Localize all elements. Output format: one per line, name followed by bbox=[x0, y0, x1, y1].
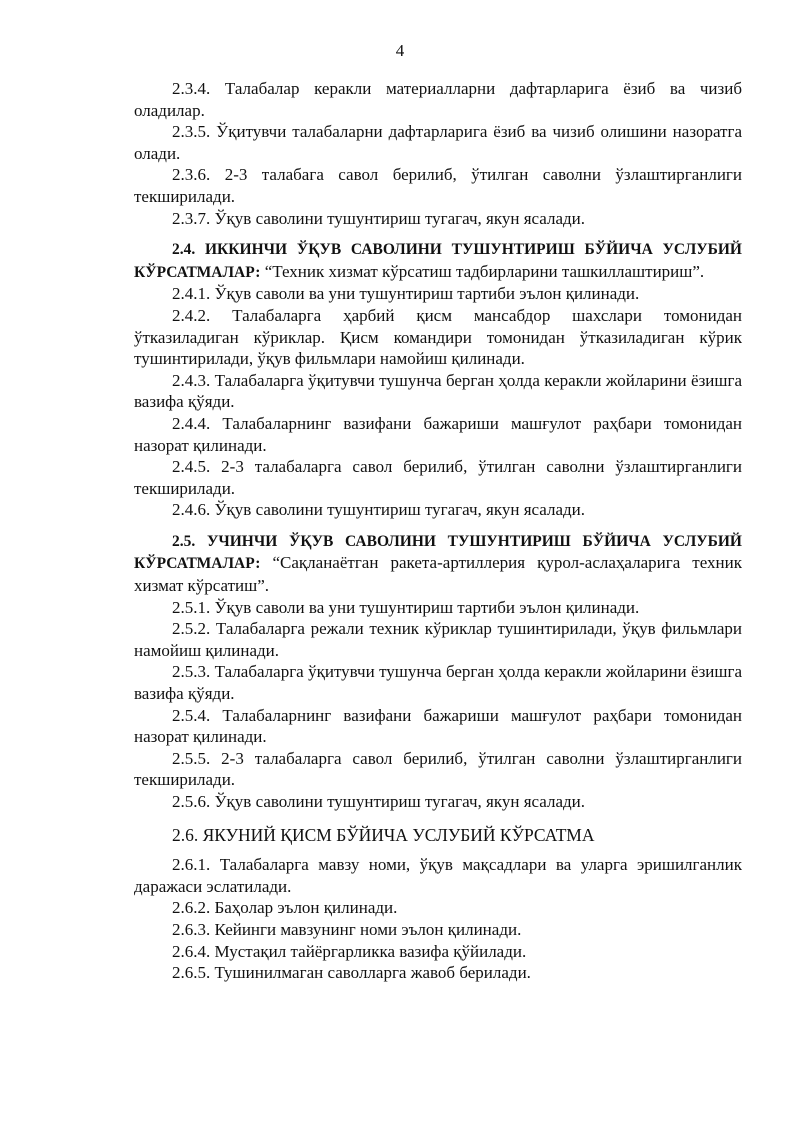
section-heading-2-5 bbox=[134, 530, 742, 597]
paragraph-2-3-5: 2.3.5. Ўқитувчи талабаларни дафтарларига ёзиб ва чизиб олишини назоратга олади. bbox=[134, 122, 742, 163]
section-heading-2-4 bbox=[134, 238, 742, 283]
section-heading-2-5-topic: “Сақланаётган ракета-артиллерия қурол-аслаҳаларига техник хизмат кўрсатиш”. bbox=[134, 553, 742, 596]
paragraph-2-4-4: 2.4.4. Талабаларнинг вазифани бажариши машғулот раҳбари томонидан назорат қилинади. bbox=[134, 413, 742, 455]
paragraph-2-6-5: 2.6.5. Тушинилмаган саволларга жавоб берилади. bbox=[172, 963, 531, 983]
paragraph-2-5-2: 2.5.2. Талабаларга режали техник кўриклар тушинтирилади, ўқув фильмлари намойиш қилинади. bbox=[134, 619, 742, 660]
paragraph-2-4-2: 2.4.2. Талабаларга ҳарбий қисм мансабдор шахслари томонидан ўтказиладиган кўриклар. Қисм командири томонидан ўтказиладиган кўрик тушинтирилади, ўқув фильмлари намойиш қилинади. bbox=[134, 305, 742, 369]
paragraph-2-4-5: 2.4.5. 2-3 талабаларга савол берилиб, ўтилган саволни ўзлаштирганлиги текширилади. bbox=[134, 457, 742, 498]
section-heading-2-4-bold: 2.4. ИККИНЧИ ЎҚУВ САВОЛИНИ ТУШУНТИРИШ БЎЙИЧА УСЛУБИЙ КЎРСАТМАЛАР: bbox=[134, 241, 742, 281]
paragraph-2-4-1: 2.4.1. Ўқув саволи ва уни тушунтириш тартиби эълон қилинади. bbox=[172, 284, 640, 304]
page-number: 4 bbox=[395, 41, 405, 60]
paragraph-2-3-7: 2.3.7. Ўқув саволини тушунтириш тугагач, якун ясалади. bbox=[172, 208, 586, 228]
paragraph-2-6-4: 2.6.4. Мустақил тайёргарликка вазифа қўйилади. bbox=[172, 941, 527, 961]
paragraph-2-4-3: 2.4.3. Талабаларга ўқитувчи тушунча берган ҳолда керакли жойларини ёзишга вазифа қўяди. bbox=[134, 370, 742, 412]
section-heading-2-6: 2.6. ЯКУНИЙ ҚИСМ БЎЙИЧА УСЛУБИЙ КЎРСАТМА bbox=[172, 824, 595, 845]
paragraph-2-5-6: 2.5.6. Ўқув саволини тушунтириш тугагач, якун ясалади. bbox=[172, 792, 586, 811]
section-heading-2-4-topic: “Техник хизмат кўрсатиш тадбирларини ташкиллаштириш”. bbox=[260, 261, 705, 281]
paragraph-2-6-2: 2.6.2. Баҳолар эълон қилинади. bbox=[172, 898, 398, 918]
paragraph-2-5-1: 2.5.1. Ўқув саволи ва уни тушунтириш тартиби эълон қилинади. bbox=[172, 597, 640, 617]
section-heading-2-5-bold: 2.5. УЧИНЧИ ЎҚУВ САВОЛИНИ ТУШУНТИРИШ БЎЙИЧА УСЛУБИЙ КЎРСАТМАЛАР: bbox=[134, 532, 742, 573]
paragraph-2-3-4: 2.3.4. Талабалар керакли материалларни дафтарларига ёзиб ва чизиб оладилар. bbox=[134, 79, 742, 120]
paragraph-2-6-3: 2.6.3. Кейинги мавзунинг номи эълон қилинади. bbox=[172, 919, 522, 939]
paragraph-2-5-5: 2.5.5. 2-3 талабаларга савол берилиб, ўтилган саволни ўзлаштирганлиги текширилади. bbox=[134, 748, 742, 790]
paragraph-2-4-6: 2.4.6. Ўқув саволини тушунтириш тугагач, якун ясалади. bbox=[172, 500, 586, 520]
paragraph-2-5-3: 2.5.3. Талабаларга ўқитувчи тушунча берган ҳолда керакли жойларини ёзишга вазифа қўяди. bbox=[134, 662, 742, 704]
page-content bbox=[134, 78, 742, 984]
paragraph-2-3-6: 2.3.6. 2-3 талабага савол берилиб, ўтилган саволни ўзлаштирганлиги текширилади. bbox=[134, 165, 742, 206]
paragraph-2-5-4: 2.5.4. Талабаларнинг вазифани бажариши машғулот раҳбари томонидан назорат қилинади. bbox=[134, 705, 742, 747]
paragraph-2-6-1: 2.6.1. Талабаларга мавзу номи, ўқув мақсадлари ва уларга эришилганлик даражаси эслатилади. bbox=[134, 855, 742, 896]
